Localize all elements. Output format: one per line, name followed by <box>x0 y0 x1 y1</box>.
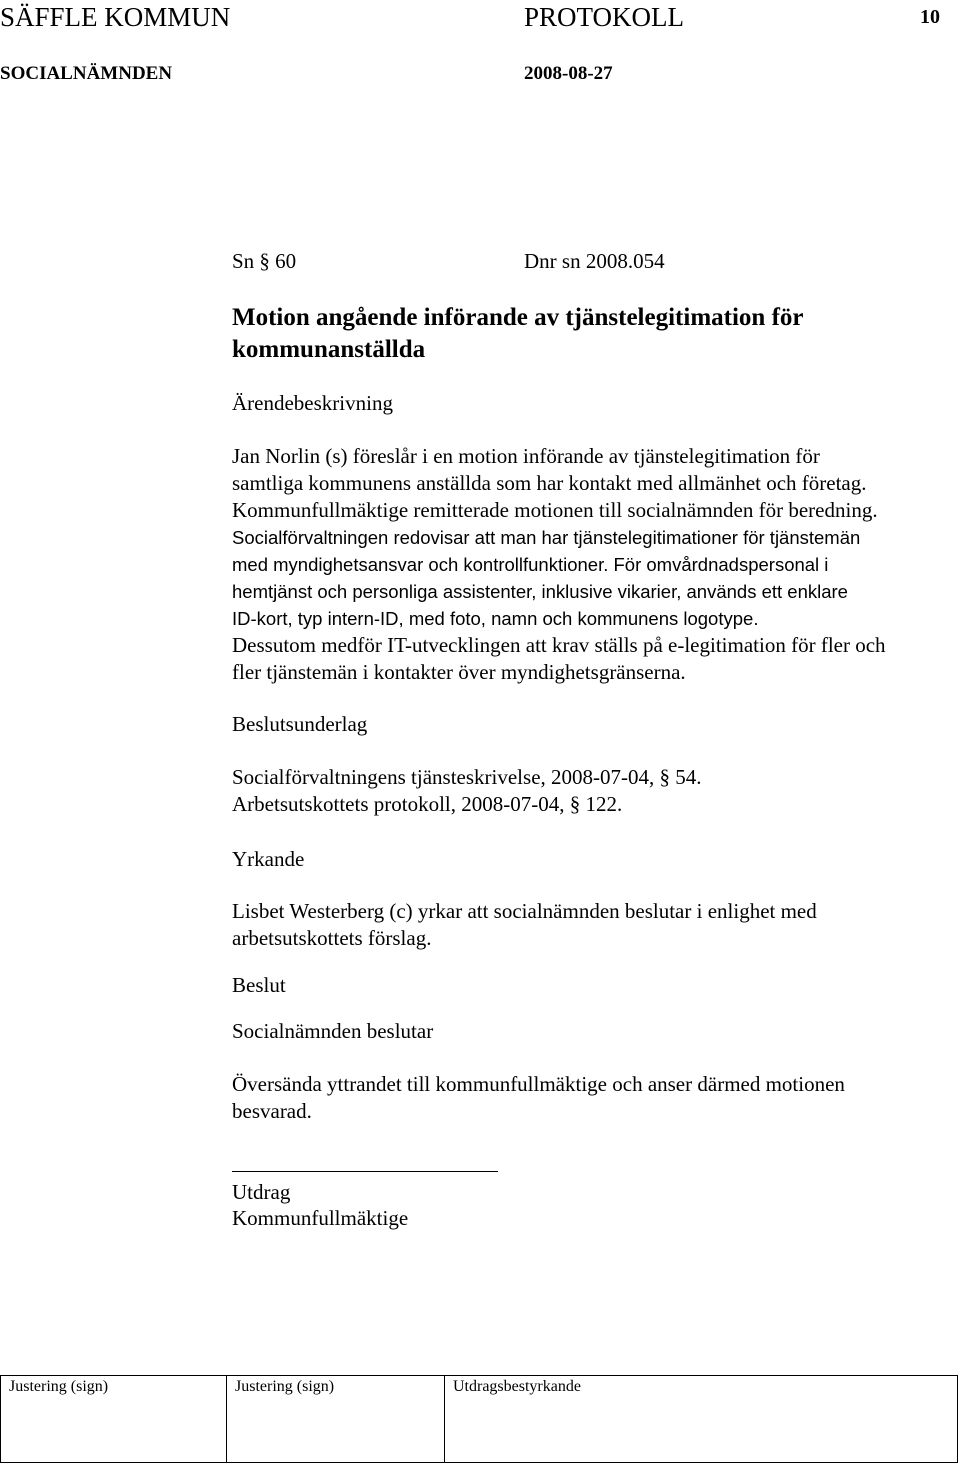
beslutsunderlag-text <box>232 764 958 818</box>
header-org-name: SÄFFLE KOMMUN <box>0 2 231 32</box>
text-line: arbetsutskottets förslag. <box>232 926 432 950</box>
text-line: ID-kort, typ intern-ID, med foto, namn och kommunens logotype. <box>232 608 759 629</box>
arendebeskrivning-text <box>232 443 958 686</box>
section-heading-yrkande: Yrkande <box>232 847 305 871</box>
beslut-text <box>232 1071 958 1125</box>
section-heading-beslut: Beslut <box>232 973 286 997</box>
justering-label: Justering (sign) <box>235 1378 335 1395</box>
utdrag-recipient: Kommunfullmäktige <box>232 1206 409 1230</box>
text-line: Jan Norlin (s) föreslår i en motion införande av tjänstelegitimation för <box>232 444 820 468</box>
utdragsbestyrkande-label: Utdragsbestyrkande <box>453 1378 581 1395</box>
header-date: 2008-08-27 <box>524 63 613 84</box>
text-line: Kommunfullmäktige remitterade motionen till socialnämnden för beredning. <box>232 498 878 522</box>
justering-cell-2[interactable] <box>227 1376 445 1462</box>
case-title-line: kommunanställda <box>232 336 426 363</box>
page-number: 10 <box>920 6 940 28</box>
text-line: hemtjänst och personliga assistenter, inklusive vikarier, används ett enklare <box>232 581 848 602</box>
text-line: Arbetsutskottets protokoll, 2008-07-04, § 122. <box>232 792 623 816</box>
yrkande-text <box>232 898 958 952</box>
diary-number: Dnr sn 2008.054 <box>524 249 665 273</box>
section-heading-arendebeskrivning: Ärendebeskrivning <box>232 391 393 415</box>
text-line: Dessutom medför IT-utvecklingen att krav ställs på e-legitimation för fler och <box>232 633 886 657</box>
text-line: Lisbet Westerberg (c) yrkar att socialnämnden beslutar i enlighet med <box>232 899 817 923</box>
text-line: fler tjänstemän i kontakter över myndighetsgränserna. <box>232 660 686 684</box>
header-board: SOCIALNÄMNDEN <box>0 63 173 84</box>
case-title <box>232 302 932 366</box>
justering-cell-1[interactable] <box>1 1376 227 1462</box>
text-line: Översända yttrandet till kommunfullmäktige och anser därmed motionen <box>232 1072 845 1096</box>
section-heading-beslutsunderlag: Beslutsunderlag <box>232 712 368 736</box>
signature-line <box>232 1171 498 1172</box>
beslut-intro: Socialnämnden beslutar <box>232 1019 434 1043</box>
header-doc-type: PROTOKOLL <box>524 2 685 32</box>
utdrag-label: Utdrag <box>232 1180 291 1204</box>
text-line: Socialförvaltningens tjänsteskrivelse, 2008-07-04, § 54. <box>232 765 702 789</box>
text-line: besvarad. <box>232 1099 312 1123</box>
signature-table <box>0 1375 958 1463</box>
text-line: samtliga kommunens anställda som har kontakt med allmänhet och företag. <box>232 471 867 495</box>
text-line: Socialförvaltningen redovisar att man har tjänstelegitimationer för tjänstemän <box>232 527 861 548</box>
case-number: Sn § 60 <box>232 249 297 273</box>
justering-label: Justering (sign) <box>9 1378 109 1395</box>
case-title-line: Motion angående införande av tjänstelegitimation för <box>232 304 804 331</box>
text-line: med myndighetsansvar och kontrollfunktioner. För omvårdnadspersonal i <box>232 554 829 575</box>
utdragsbestyrkande-cell[interactable] <box>445 1376 957 1462</box>
